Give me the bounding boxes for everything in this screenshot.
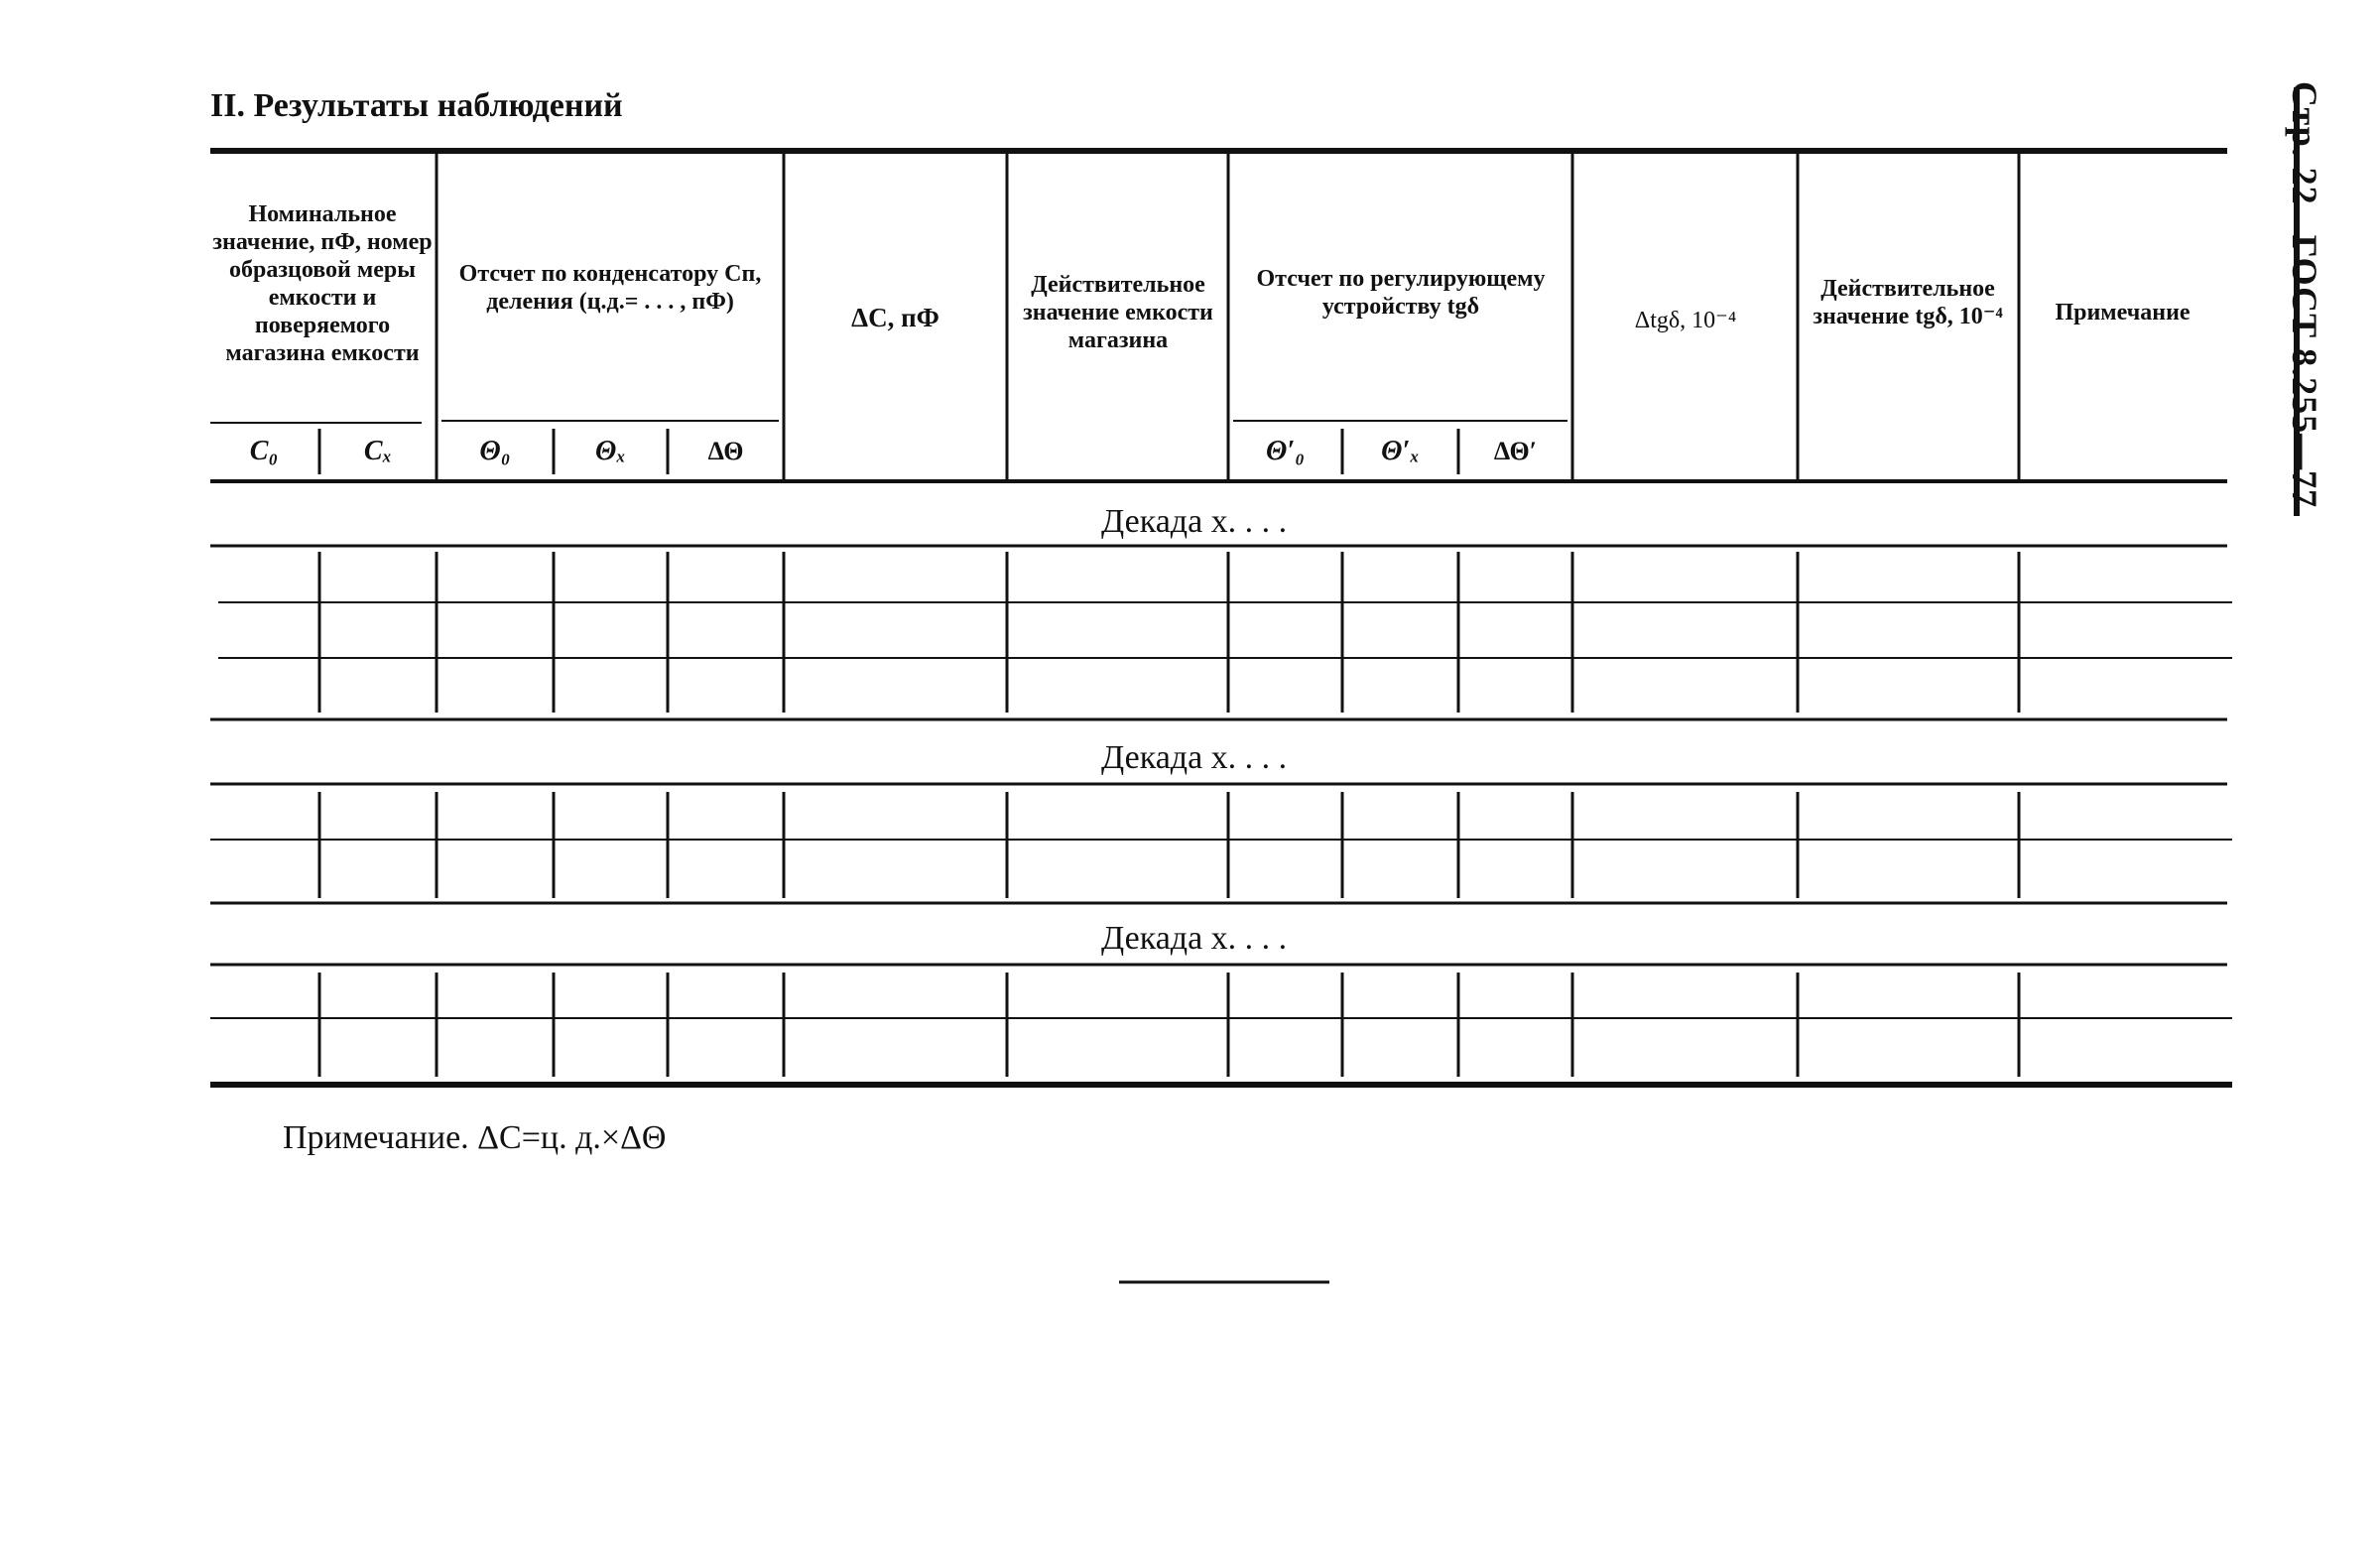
subheader-thetax-prime: Θ′ₓ <box>1381 436 1420 466</box>
subheader-delta-theta: ΔΘ <box>707 437 744 465</box>
subheader-theta0-prime: Θ′₀ <box>1265 436 1305 466</box>
decade-label: Декада x. . . . <box>1101 920 1288 957</box>
footnote: Примечание. ΔC=ц. д.×ΔΘ <box>283 1119 667 1156</box>
col-header-capacitor-reading: Отсчет по конденсатору Cп, деления (ц.д.= . . . , пФ) <box>458 261 762 315</box>
col-header-nominal-value: Номинальное значение, пФ, номер образцовой меры емкости и поверяемого магазина емкости <box>212 201 433 366</box>
subheader-theta0: Θ₀ <box>479 436 511 466</box>
section-title: II. Результаты наблюдений <box>210 87 623 124</box>
subheader-cx: Cₓ <box>363 436 393 466</box>
col-header-actual-capacitance: Действительное значение емкости магазина <box>1023 272 1213 353</box>
subheader-thetax: Θₓ <box>595 436 626 466</box>
decade-label: Декада x. . . . <box>1101 739 1288 776</box>
standard-number: ГОСТ 8.255—77 <box>2285 234 2324 509</box>
subheader-c0: C₀ <box>249 436 279 466</box>
page-number: Стр. 22 <box>2285 81 2324 205</box>
col-header-actual-tg: Действительное значение tgδ, 10⁻⁴ <box>1813 276 2003 329</box>
decade-label: Декада x. . . . <box>1101 503 1288 540</box>
col-header-tg-delta-reading: Отсчет по регулирующему устройству tgδ <box>1256 266 1546 320</box>
col-header-remark: Примечание <box>2055 300 2191 325</box>
col-header-delta-tg: Δtgδ, 10⁻⁴ <box>1634 308 1737 333</box>
subheader-delta-theta-prime: ΔΘ′ <box>1493 437 1538 465</box>
col-header-delta-c: ΔC, пФ <box>851 303 939 332</box>
